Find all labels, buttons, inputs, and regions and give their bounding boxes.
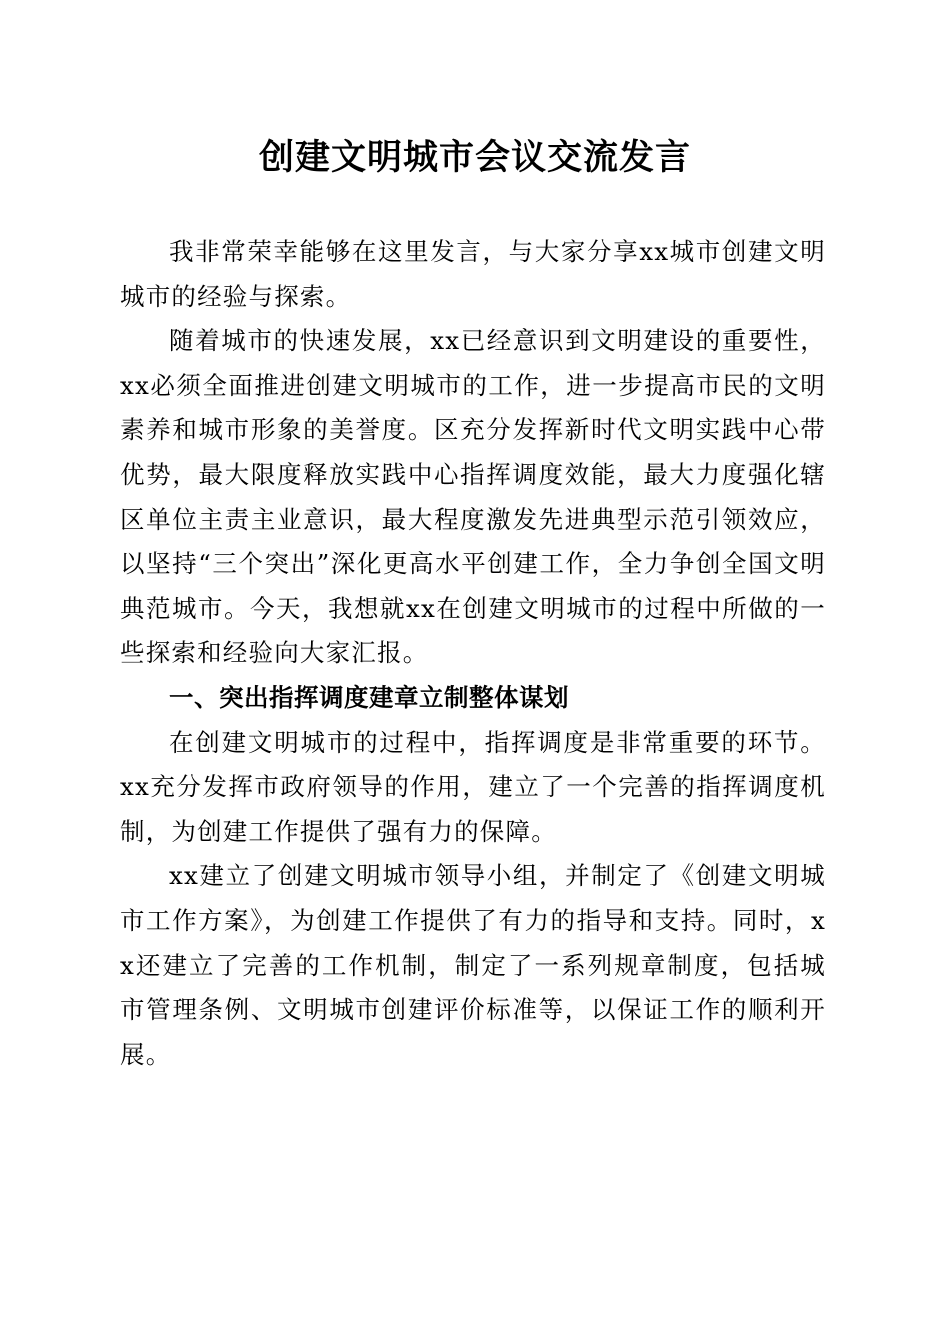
- paragraph-leading-group: xx建立了创建文明城市领导小组，并制定了《创建文明城市工作方案》，为创建工作提供了有力的指导和支持。同时，xx还建立了完善的工作机制，制定了一系列规章制度，包括城市管理条例、文明城市创建评价标准等，以保证工作的顺利开展。: [120, 861, 826, 1069]
- paragraph-background: 随着城市的快速发展，xx已经意识到文明建设的重要性，xx必须全面推进创建文明城市的工作，进一步提高市民的文明素养和城市形象的美誉度。区充分发挥新时代文明实践中心带优势，最大限度释放实践中心指挥调度效能，最大力度强化辖区单位主责主业意识，最大程度激发先进典型示范引领效应，以坚持“三个突出”深化更高水平创建工作，全力争创全国文明典范城市。今天，我想就xx在创建文明城市的过程中所做的一些探索和经验向大家汇报。: [120, 326, 826, 668]
- paragraph-command-dispatch: 在创建文明城市的过程中，指挥调度是非常重要的环节。xx充分发挥市政府领导的作用，建立了一个完善的指挥调度机制，为创建工作提供了强有力的保障。: [120, 727, 826, 846]
- document-title: 创建文明城市会议交流发言: [258, 137, 691, 178]
- paragraph-intro: 我非常荣幸能够在这里发言，与大家分享xx城市创建文明城市的经验与探索。: [120, 237, 826, 311]
- document-body: [120, 230, 826, 1077]
- section-heading: 一、突出指挥调度建章立制整体谋划: [169, 682, 569, 712]
